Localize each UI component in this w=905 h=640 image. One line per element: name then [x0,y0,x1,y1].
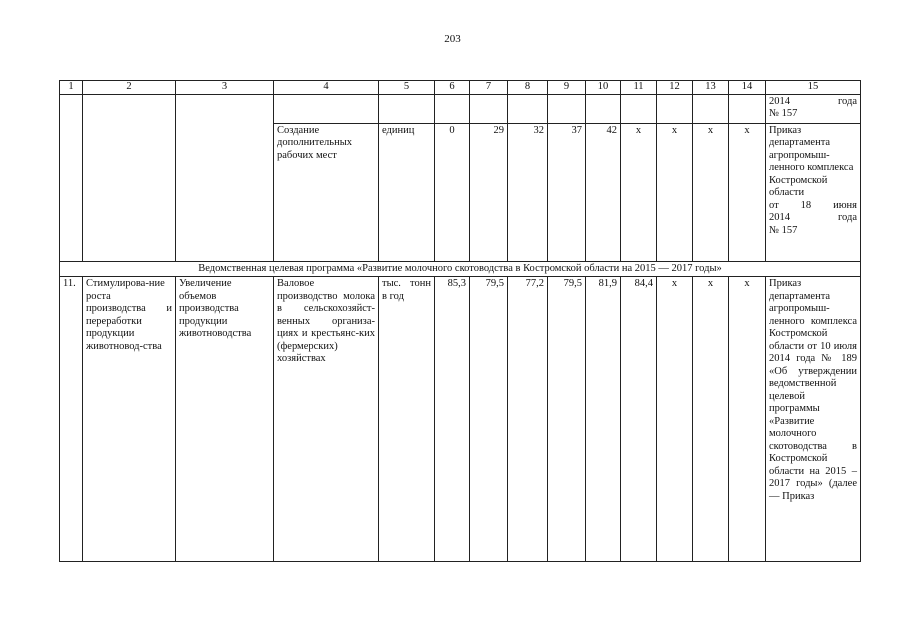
column-header: 11 [621,81,657,95]
continuation-row [60,94,861,123]
table-cell [470,94,508,123]
value-cell: x [657,277,693,562]
text-line: 2014 [769,95,790,107]
value-cell: 79,5 [548,277,586,562]
indicator-cell: Создание дополнительных рабочих мест [274,123,379,261]
text-line: года [838,212,857,223]
column-header: 13 [693,81,729,95]
table-cell [548,94,586,123]
table-cell [586,94,621,123]
text-line: года [838,95,857,107]
value-cell: 79,5 [470,277,508,562]
value-cell: 29 [470,123,508,261]
column-header: 15 [766,81,861,95]
table-cell [693,94,729,123]
document-reference [766,94,861,123]
column-header: 10 [586,81,621,95]
unit-cell: тыс. тонн в год [379,277,435,562]
table-cell [274,94,379,123]
table-cell [508,94,548,123]
document-reference [766,123,861,261]
column-header: 12 [657,81,693,95]
column-header: 14 [729,81,766,95]
value-cell: 84,4 [621,277,657,562]
text-line: № 157 [769,108,798,119]
table-cell [621,94,657,123]
column-header: 7 [470,81,508,95]
table-cell [60,94,83,261]
column-header: 5 [379,81,435,95]
text-line: № 157 [769,224,798,236]
value-cell: x [657,123,693,261]
text-line: 18 [800,199,812,211]
table-cell [657,94,693,123]
table-cell [729,94,766,123]
column-header: 6 [435,81,470,95]
text-line: от [769,199,779,211]
value-cell: 77,2 [508,277,548,562]
text-line: июня [833,199,857,211]
text-line: Приказ департамента агропромыш-ленного комплекса Костромской области [769,124,854,198]
text-line: 2014 [769,212,790,223]
table-cell [176,94,274,261]
value-cell: x [621,123,657,261]
value-cell: x [729,123,766,261]
indicator-cell: Валовое производство молока в сельскохозяйст-венных организа-циях и крестьянс-ких (фермерских) хозяйствах [274,277,379,562]
document-reference: Приказ департамента агропромыш-ленного комплекса Костромской области от 10 июля 2014 года № 189 «Об утверждении ведомственной целевой программы «Развитие молочного скотоводства в Костромской области на 2015 – 2017 годы» (далее — Приказ [766,277,861,562]
goal-cell: Стимулирова-ние роста производства и переработки продукции животновод-ства [83,277,176,562]
column-header: 3 [176,81,274,95]
value-cell: x [729,277,766,562]
column-number-row [60,81,861,95]
task-cell: Увеличение объемов производства продукции животноводства [176,277,274,562]
value-cell: 85,3 [435,277,470,562]
table-cell [83,94,176,261]
column-header: 2 [83,81,176,95]
page-number: 203 [444,33,461,45]
row-number: 11. [60,277,83,562]
column-header: 4 [274,81,379,95]
value-cell: x [693,277,729,562]
value-cell: 81,9 [586,277,621,562]
table-cell [435,94,470,123]
value-cell: x [693,123,729,261]
section-title: Ведомственная целевая программа «Развитие молочного скотоводства в Костромской области на 2015 — 2017 годы» [60,261,861,277]
program-table [59,80,861,562]
value-cell: 32 [508,123,548,261]
table-row [60,277,861,562]
column-header: 9 [548,81,586,95]
column-header: 8 [508,81,548,95]
unit-cell: единиц [379,123,435,261]
column-header: 1 [60,81,83,95]
value-cell: 42 [586,123,621,261]
value-cell: 37 [548,123,586,261]
section-row [60,261,861,277]
value-cell: 0 [435,123,470,261]
table-cell [379,94,435,123]
